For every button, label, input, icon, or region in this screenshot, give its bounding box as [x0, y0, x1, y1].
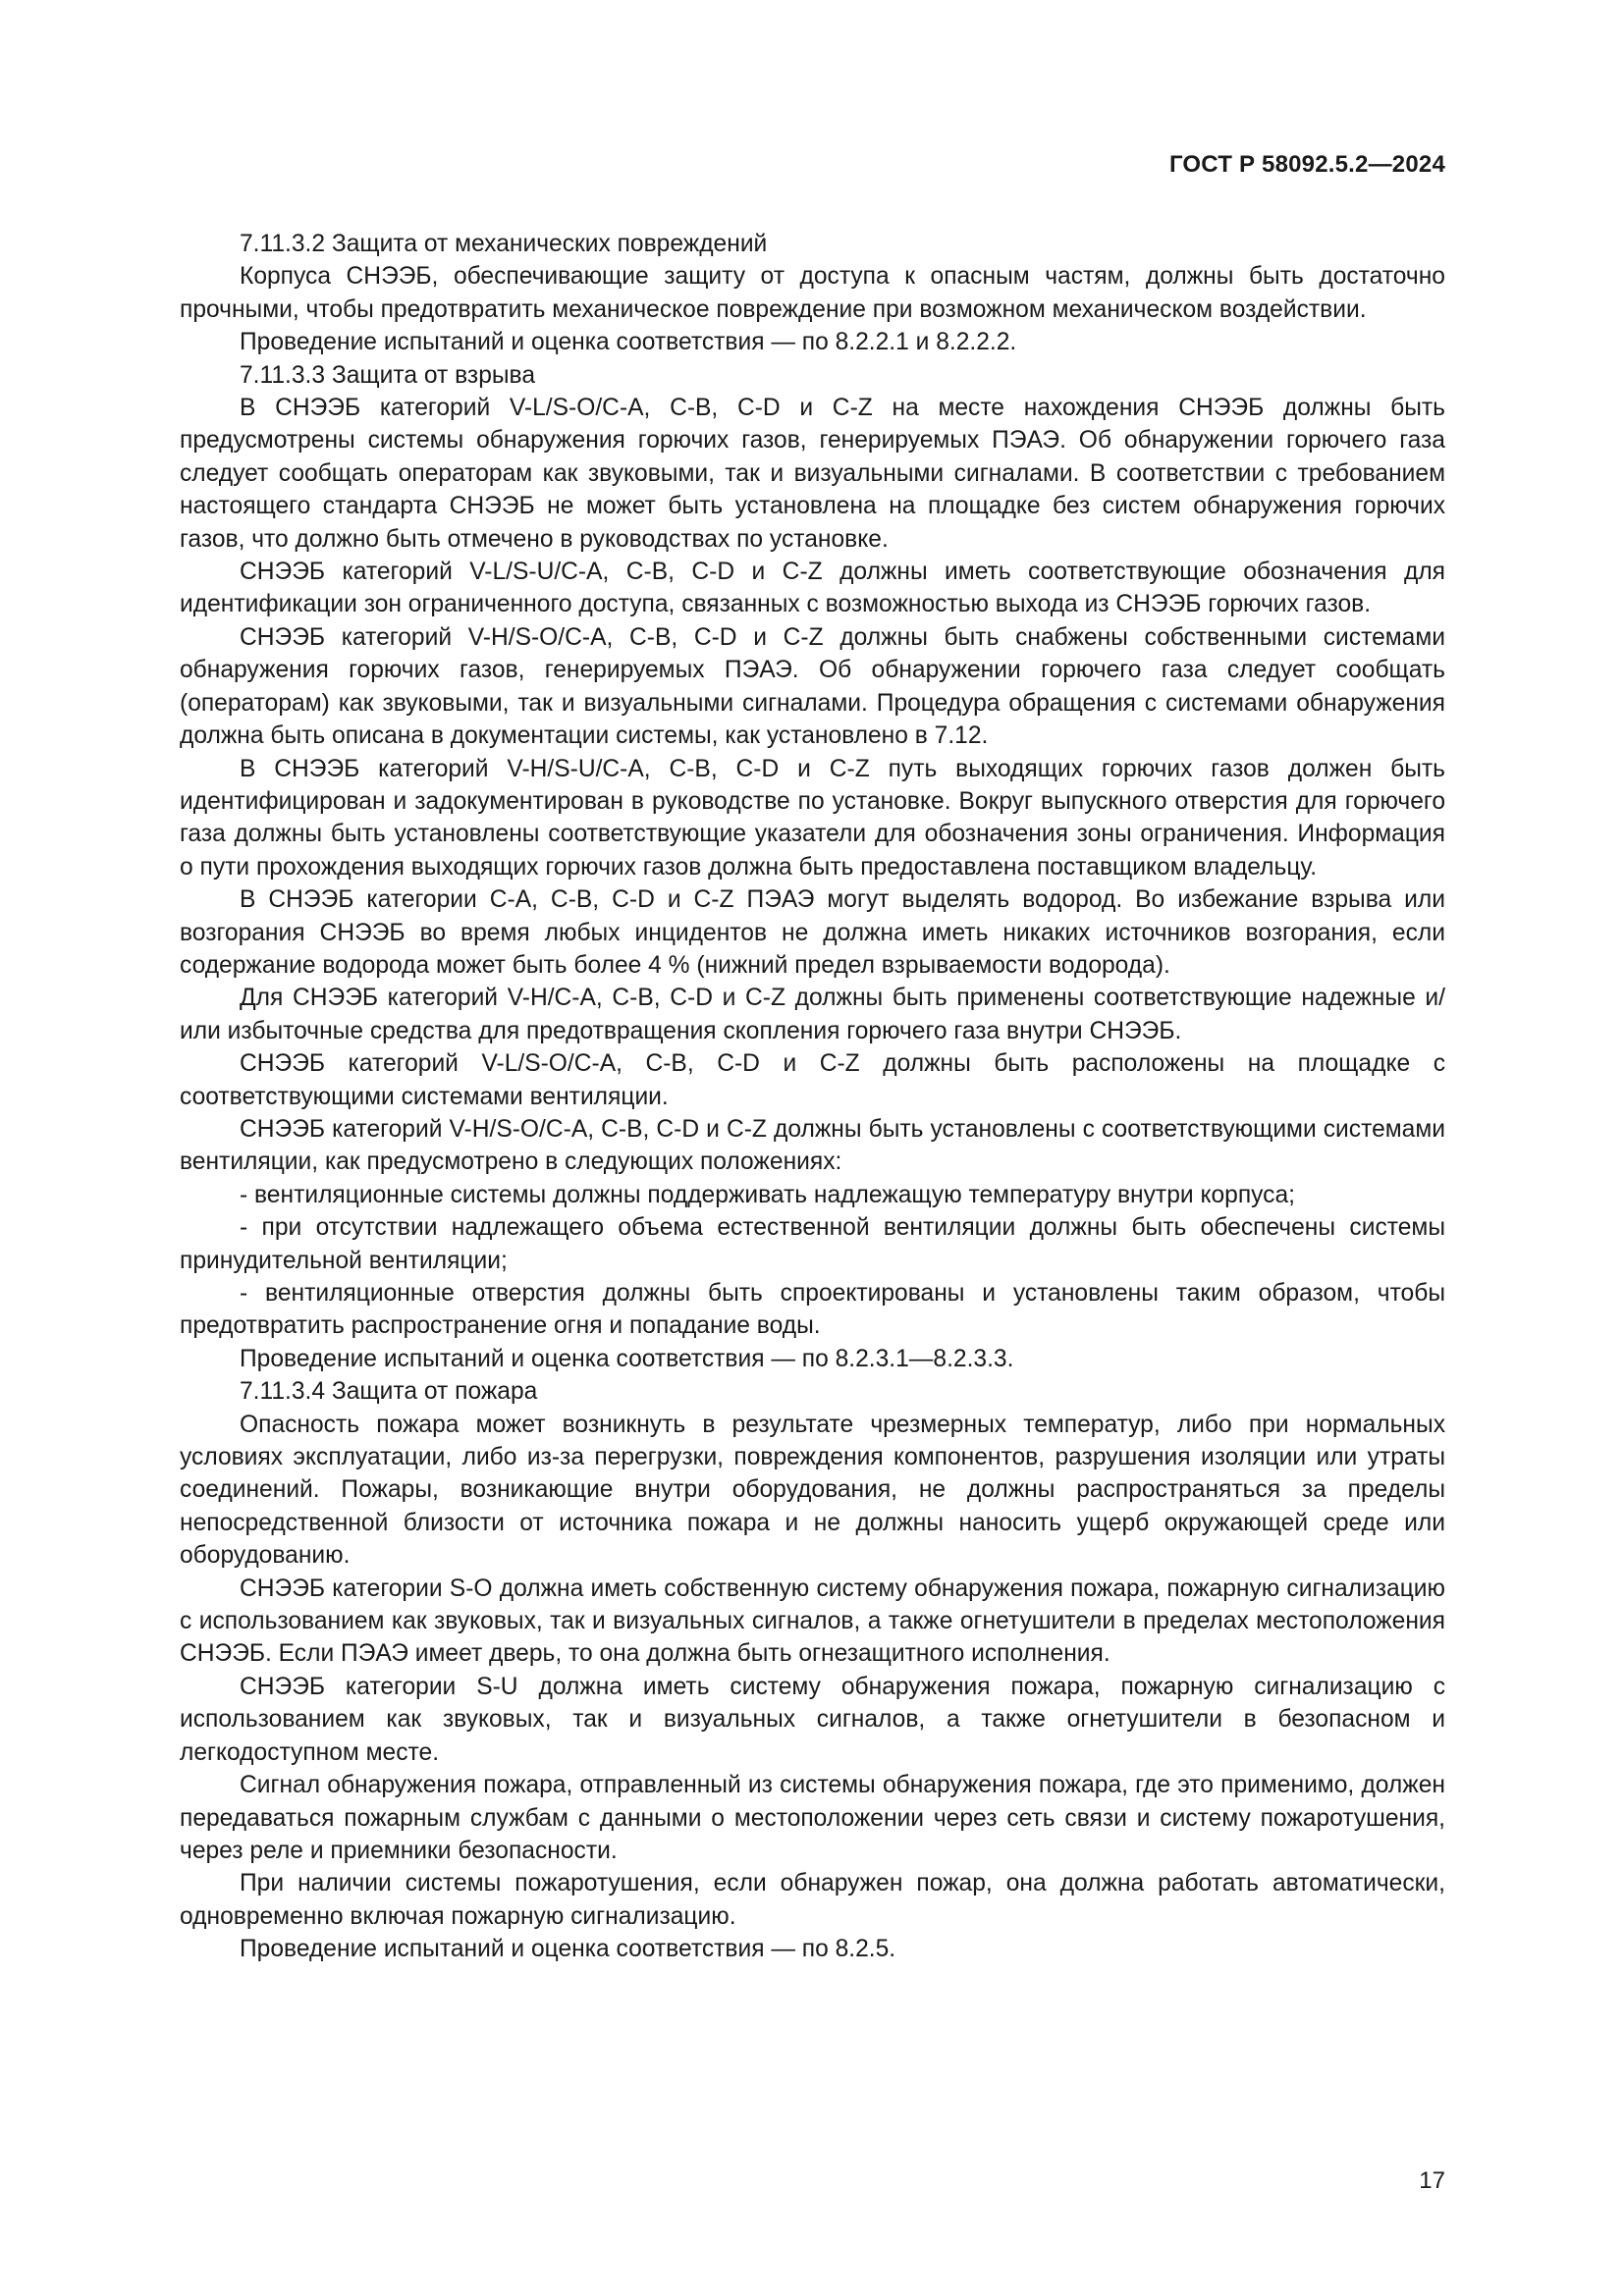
paragraph: Опасность пожара может возникнуть в результате чрезмерных температур, либо при нормальных условиях эксплуатации, либо из-за перегрузки, повреждения компонентов, разрушения изоляции или утраты соединений. Пожары, возникающие внутри оборудования, не должны распространяться за пределы непосредственной близости от источника пожара и не должны наносить ущерб окружающей среде или оборудованию. — [180, 1411, 1445, 1570]
paragraph: Корпуса СНЭЭБ, обеспечивающие защиту от доступа к опасным частям, должны быть достаточно прочными, чтобы предотвратить механическое повреждение при возможном механическом воздействии. — [180, 263, 1445, 323]
paragraph: Проведение испытаний и оценка соответствия — по 8.2.2.1 и 8.2.2.2. — [240, 329, 1017, 356]
section-heading-7-11-3-3: 7.11.3.3 Защита от взрыва — [240, 361, 536, 389]
paragraph: Проведение испытаний и оценка соответствия — по 8.2.5. — [240, 1936, 896, 1963]
paragraph: СНЭЭБ категорий V-H/S-O/C-A, C-B, C-D и C-Z должны быть установлены с соответствующими системами вентиляции, как предусмотрено в следующих положениях: — [180, 1115, 1445, 1176]
paragraph: Проведение испытаний и оценка соответствия — по 8.2.3.1—8.2.3.3. — [240, 1345, 1014, 1372]
page-number: 17 — [1419, 2167, 1445, 2194]
paragraph: СНЭЭБ категорий V-H/S-O/C-A, C-B, C-D и C-Z должны быть снабжены собственными системами обнаружения горючих газов, генерируемых ПЭАЭ. Об обнаружении горючего газа следует сообщать (операторам) как звуковыми, так и визуальными сигналами. Процедура обращения с системами обнаружения должна быть описана в документации системы, как установлено в 7.12. — [180, 623, 1445, 750]
paragraph: В СНЭЭБ категории C-A, C-B, C-D и C-Z ПЭАЭ могут выделять водород. Во избежание взрыва или возгорания СНЭЭБ во время любых инцидентов не должна иметь никаких источников возгорания, если содержание водорода может быть более 4 % (нижний предел взрываемости водорода). — [180, 886, 1445, 979]
list-item: - при отсутствии надлежащего объема естественной вентиляции должны быть обеспечены системы принудительной вентиляции; — [180, 1214, 1445, 1274]
page-header-standard-id: ГОСТ Р 58092.5.2—2024 — [1168, 151, 1445, 178]
paragraph: СНЭЭБ категорий V-L/S-O/C-A, C-B, C-D и C-Z должны быть расположены на площадке с соответствующими системами вентиляции. — [180, 1050, 1445, 1110]
paragraph: СНЭЭБ категории S-O должна иметь собственную систему обнаружения пожара, пожарную сигнализацию с использованием как звуковых, так и визуальных сигналов, а также огнетушители в пределах местоположения СНЭЭБ. Если ПЭАЭ имеет дверь, то она должна быть огнезащитного исполнения. — [180, 1575, 1445, 1668]
paragraph: В СНЭЭБ категорий V-L/S-O/C-A, C-B, C-D и C-Z на месте нахождения СНЭЭБ должны быть предусмотрены системы обнаружения горючих газов, генерируемых ПЭАЭ. Об обнаружении горючего газа следует сообщать операторам как звуковыми, так и визуальными сигналами. В соответствии с требованием настоящего стандарта СНЭЭБ не может быть установлена на площадке без систем обнаружения горючих газов, что должно быть отмечено в руководствах по установке. — [180, 395, 1445, 553]
document-body — [180, 228, 1445, 1966]
section-heading-7-11-3-4: 7.11.3.4 Защита от пожара — [240, 1378, 538, 1406]
paragraph: При наличии системы пожаротушения, если обнаружен пожар, она должна работать автоматически, одновременно включая пожарную сигнализацию. — [180, 1870, 1445, 1930]
list-item: - вентиляционные отверстия должны быть спроектированы и установлены таким образом, чтобы предотвратить распространение огня и попадание воды. — [180, 1280, 1445, 1340]
paragraph: В СНЭЭБ категорий V-H/S-U/C-A, C-B, C-D и C-Z путь выходящих горючих газов должен быть идентифицирован и задокументирован в руководстве по установке. Вокруг выпускного отверстия для горючего газа должны быть установлены соответствующие указатели для обозначения зоны ограничения. Информация о пути прохождения выходящих горючих газов должна быть предоставлена поставщиком владельцу. — [180, 755, 1445, 881]
section-heading-7-11-3-2: 7.11.3.2 Защита от механических повреждений — [240, 231, 768, 257]
paragraph: Сигнал обнаружения пожара, отправленный из системы обнаружения пожара, где это применимо, должен передаваться пожарным службам с данными о местоположении через сеть связи и систему пожаротушения, через реле и приемники безопасности. — [180, 1772, 1445, 1864]
paragraph: Для СНЭЭБ категорий V-H/C-A, C-B, C-D и C-Z должны быть применены соответствующие надежные и/или избыточные средства для предотвращения скопления горючего газа внутри СНЭЭБ. — [180, 985, 1445, 1044]
paragraph: СНЭЭБ категорий V-L/S-U/C-A, C-B, C-D и C-Z должны иметь соответствующие обозначения для идентификации зон ограниченного доступа, связанных с возможностью выхода из СНЭЭБ горючих газов. — [180, 559, 1445, 618]
list-item: - вентиляционные системы должны поддерживать надлежащую температуру внутри корпуса; — [240, 1181, 1295, 1208]
paragraph: СНЭЭБ категории S-U должна иметь систему обнаружения пожара, пожарную сигнализацию с использованием как звуковых, так и визуальных сигналов, а также огнетушители в безопасном и легкодоступном месте. — [180, 1673, 1445, 1766]
